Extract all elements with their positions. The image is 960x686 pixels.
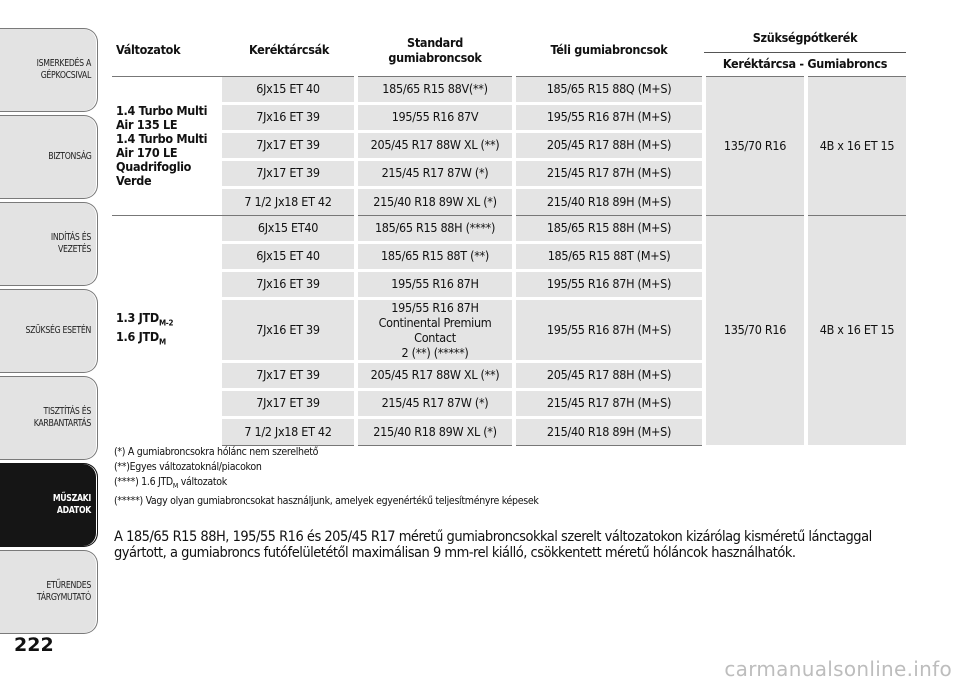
tab-tisztitas[interactable] <box>0 376 98 460</box>
variant-main: 1.6 JTD <box>116 329 159 345</box>
spare-tyre-cell: 4B x 16 ET 15 <box>806 76 906 215</box>
variant-main: 1.3 JTD <box>116 309 159 325</box>
tab-label: TISZTÍTÁS ÉS KARBANTARTÁS <box>33 406 91 429</box>
header-standard-line2: gumiabroncsok <box>388 50 482 66</box>
variant-line: Air 170 LE <box>116 144 178 160</box>
standard-tyre-cell: 215/45 R17 87W (*) <box>356 159 514 187</box>
winter-tyre-cell: 185/65 R15 88H (M+S) <box>514 215 704 242</box>
standard-tyre-cell: 185/65 R15 88V(**) <box>356 76 514 103</box>
variant-group-diesel <box>112 215 222 445</box>
footnotes <box>114 445 914 509</box>
rim-cell: 7Jx16 ET 39 <box>222 298 356 361</box>
standard-tyre-cell: 205/45 R17 88W XL (**) <box>356 361 514 389</box>
rim-cell: 7Jx16 ET 39 <box>222 103 356 131</box>
standard-tyre-cell: 195/55 R16 87H <box>356 270 514 298</box>
variant-line: 1.4 Turbo Multi <box>116 102 208 118</box>
rim-cell: 6Jx15 ET 40 <box>222 76 356 103</box>
footnote: (*****) Vagy olyan gumiabroncsokat használjunk, amelyek egyenértékű teljesítményre képesek <box>114 495 539 508</box>
footnote-text: változatok <box>178 476 227 488</box>
standard-tyre-line: Continental Premium Contact <box>378 314 492 345</box>
winter-tyre-cell: 195/55 R16 87H (M+S) <box>514 103 704 131</box>
tab-label: BIZTONSÁG <box>47 151 91 162</box>
standard-tyre-cell: 185/65 R15 88H (****) <box>356 215 514 242</box>
standard-tyre-cell <box>356 298 514 361</box>
footnote: (**)Egyes változatoknál/piacokon <box>114 461 262 473</box>
rim-cell: 7 1/2 Jx18 ET 42 <box>222 187 356 215</box>
winter-tyre-cell: 205/45 R17 88H (M+S) <box>514 361 704 389</box>
winter-tyre-cell: 215/40 R18 89H (M+S) <box>514 417 704 445</box>
tab-label: ISMERKEDÉS A GÉPKOCSIVAL <box>36 58 91 81</box>
rim-cell: 7Jx17 ET 39 <box>222 361 356 389</box>
winter-tyre-cell: 205/45 R17 88H (M+S) <box>514 131 704 159</box>
rim-cell: 7 1/2 Jx18 ET 42 <box>222 417 356 445</box>
spare-rim-cell: 135/70 R16 <box>704 215 806 445</box>
header-rims: Keréktárcsák <box>248 42 330 58</box>
standard-tyre-cell: 215/40 R18 89W XL (*) <box>356 187 514 215</box>
page-number: 222 <box>14 634 54 656</box>
tab-label: MŰSZAKI ADATOK <box>52 493 91 516</box>
variant-line: 1.4 Turbo Multi <box>116 130 208 146</box>
standard-tyre-cell: 215/40 R18 89W XL (*) <box>356 417 514 445</box>
standard-tyre-cell: 195/55 R16 87V <box>356 103 514 131</box>
header-spare-sub: Keréktárcsa - Gumiabroncs <box>704 52 906 76</box>
header-spare: Szükségpótkerék <box>704 25 906 52</box>
standard-tyre-line: 195/55 R16 87H <box>391 299 479 315</box>
header-standard <box>356 25 514 76</box>
watermark: carmanualsonline.info <box>724 657 952 681</box>
standard-tyre-cell: 185/65 R15 88T (**) <box>356 242 514 270</box>
winter-tyre-cell: 185/65 R15 88Q (M+S) <box>514 76 704 103</box>
winter-tyre-cell: 215/40 R18 89H (M+S) <box>514 187 704 215</box>
variant-line: Air 135 LE <box>116 116 178 132</box>
tab-muszaki-adatok[interactable] <box>0 463 98 547</box>
standard-tyre-cell: 215/45 R17 87W (*) <box>356 389 514 417</box>
standard-tyre-cell: 205/45 R17 88W XL (**) <box>356 131 514 159</box>
header-variants: Változatok <box>116 42 181 58</box>
tab-label: INDÍTÁS ÉS VEZETÉS <box>50 232 91 255</box>
tab-biztonsag[interactable] <box>0 115 98 199</box>
rim-cell: 6Jx15 ET 40 <box>222 242 356 270</box>
footnote-text: (****) 1.6 JTD <box>114 476 173 488</box>
tab-targymutato[interactable] <box>0 550 98 634</box>
variant-group-petrol <box>112 76 222 215</box>
footnote-sub: M <box>172 482 179 491</box>
rim-cell: 7Jx17 ET 39 <box>222 389 356 417</box>
variant-sub: M <box>158 337 166 347</box>
variant-line <box>116 330 222 350</box>
header-winter: Téli gumiabroncsok <box>550 42 668 58</box>
rim-cell: 7Jx17 ET 39 <box>222 159 356 187</box>
rim-cell: 7Jx17 ET 39 <box>222 131 356 159</box>
spare-tyre-cell: 4B x 16 ET 15 <box>806 215 906 445</box>
variant-line: Quadrifoglio <box>116 158 192 174</box>
tab-ismerkedes[interactable] <box>0 28 98 112</box>
winter-tyre-cell: 195/55 R16 87H (M+S) <box>514 270 704 298</box>
header-standard-line1: Standard <box>407 35 463 51</box>
winter-tyre-cell: 215/45 R17 87H (M+S) <box>514 389 704 417</box>
winter-tyre-cell: 185/65 R15 88T (M+S) <box>514 242 704 270</box>
winter-tyre-cell: 215/45 R17 87H (M+S) <box>514 159 704 187</box>
variant-line: Verde <box>116 172 152 188</box>
winter-tyre-cell: 195/55 R16 87H (M+S) <box>514 298 704 361</box>
spare-rim-cell: 135/70 R16 <box>704 76 806 215</box>
tab-szukseg[interactable] <box>0 289 98 373</box>
tab-inditas[interactable] <box>0 202 98 286</box>
rim-cell: 6Jx15 ET40 <box>222 215 356 242</box>
tyre-table <box>112 25 906 446</box>
snow-chain-paragraph: A 185/65 R15 88H, 195/55 R16 és 205/45 R17 méretű gumiabroncsokkal szerelt változatokon kizárólag kisméretű lánctaggal gyártott, a gumiabroncs futófelületétől maximálisan 9 mm-rel kiálló, csökkentett méretű hóláncok használhatók. <box>114 529 872 561</box>
tab-label: SZÜKSÉG ESETÉN <box>25 325 91 336</box>
variant-line <box>116 311 222 331</box>
footnote: (*) A gumiabroncsokra hólánc nem szerelhető <box>114 446 319 458</box>
tab-label: ETŰRENDES TÁRGYMUTATÓ <box>36 580 91 603</box>
variant-sub: M-2 <box>158 318 174 328</box>
standard-tyre-line: 2 (**) (*****) <box>401 344 469 360</box>
rim-cell: 7Jx16 ET 39 <box>222 270 356 298</box>
footnote <box>114 475 914 494</box>
